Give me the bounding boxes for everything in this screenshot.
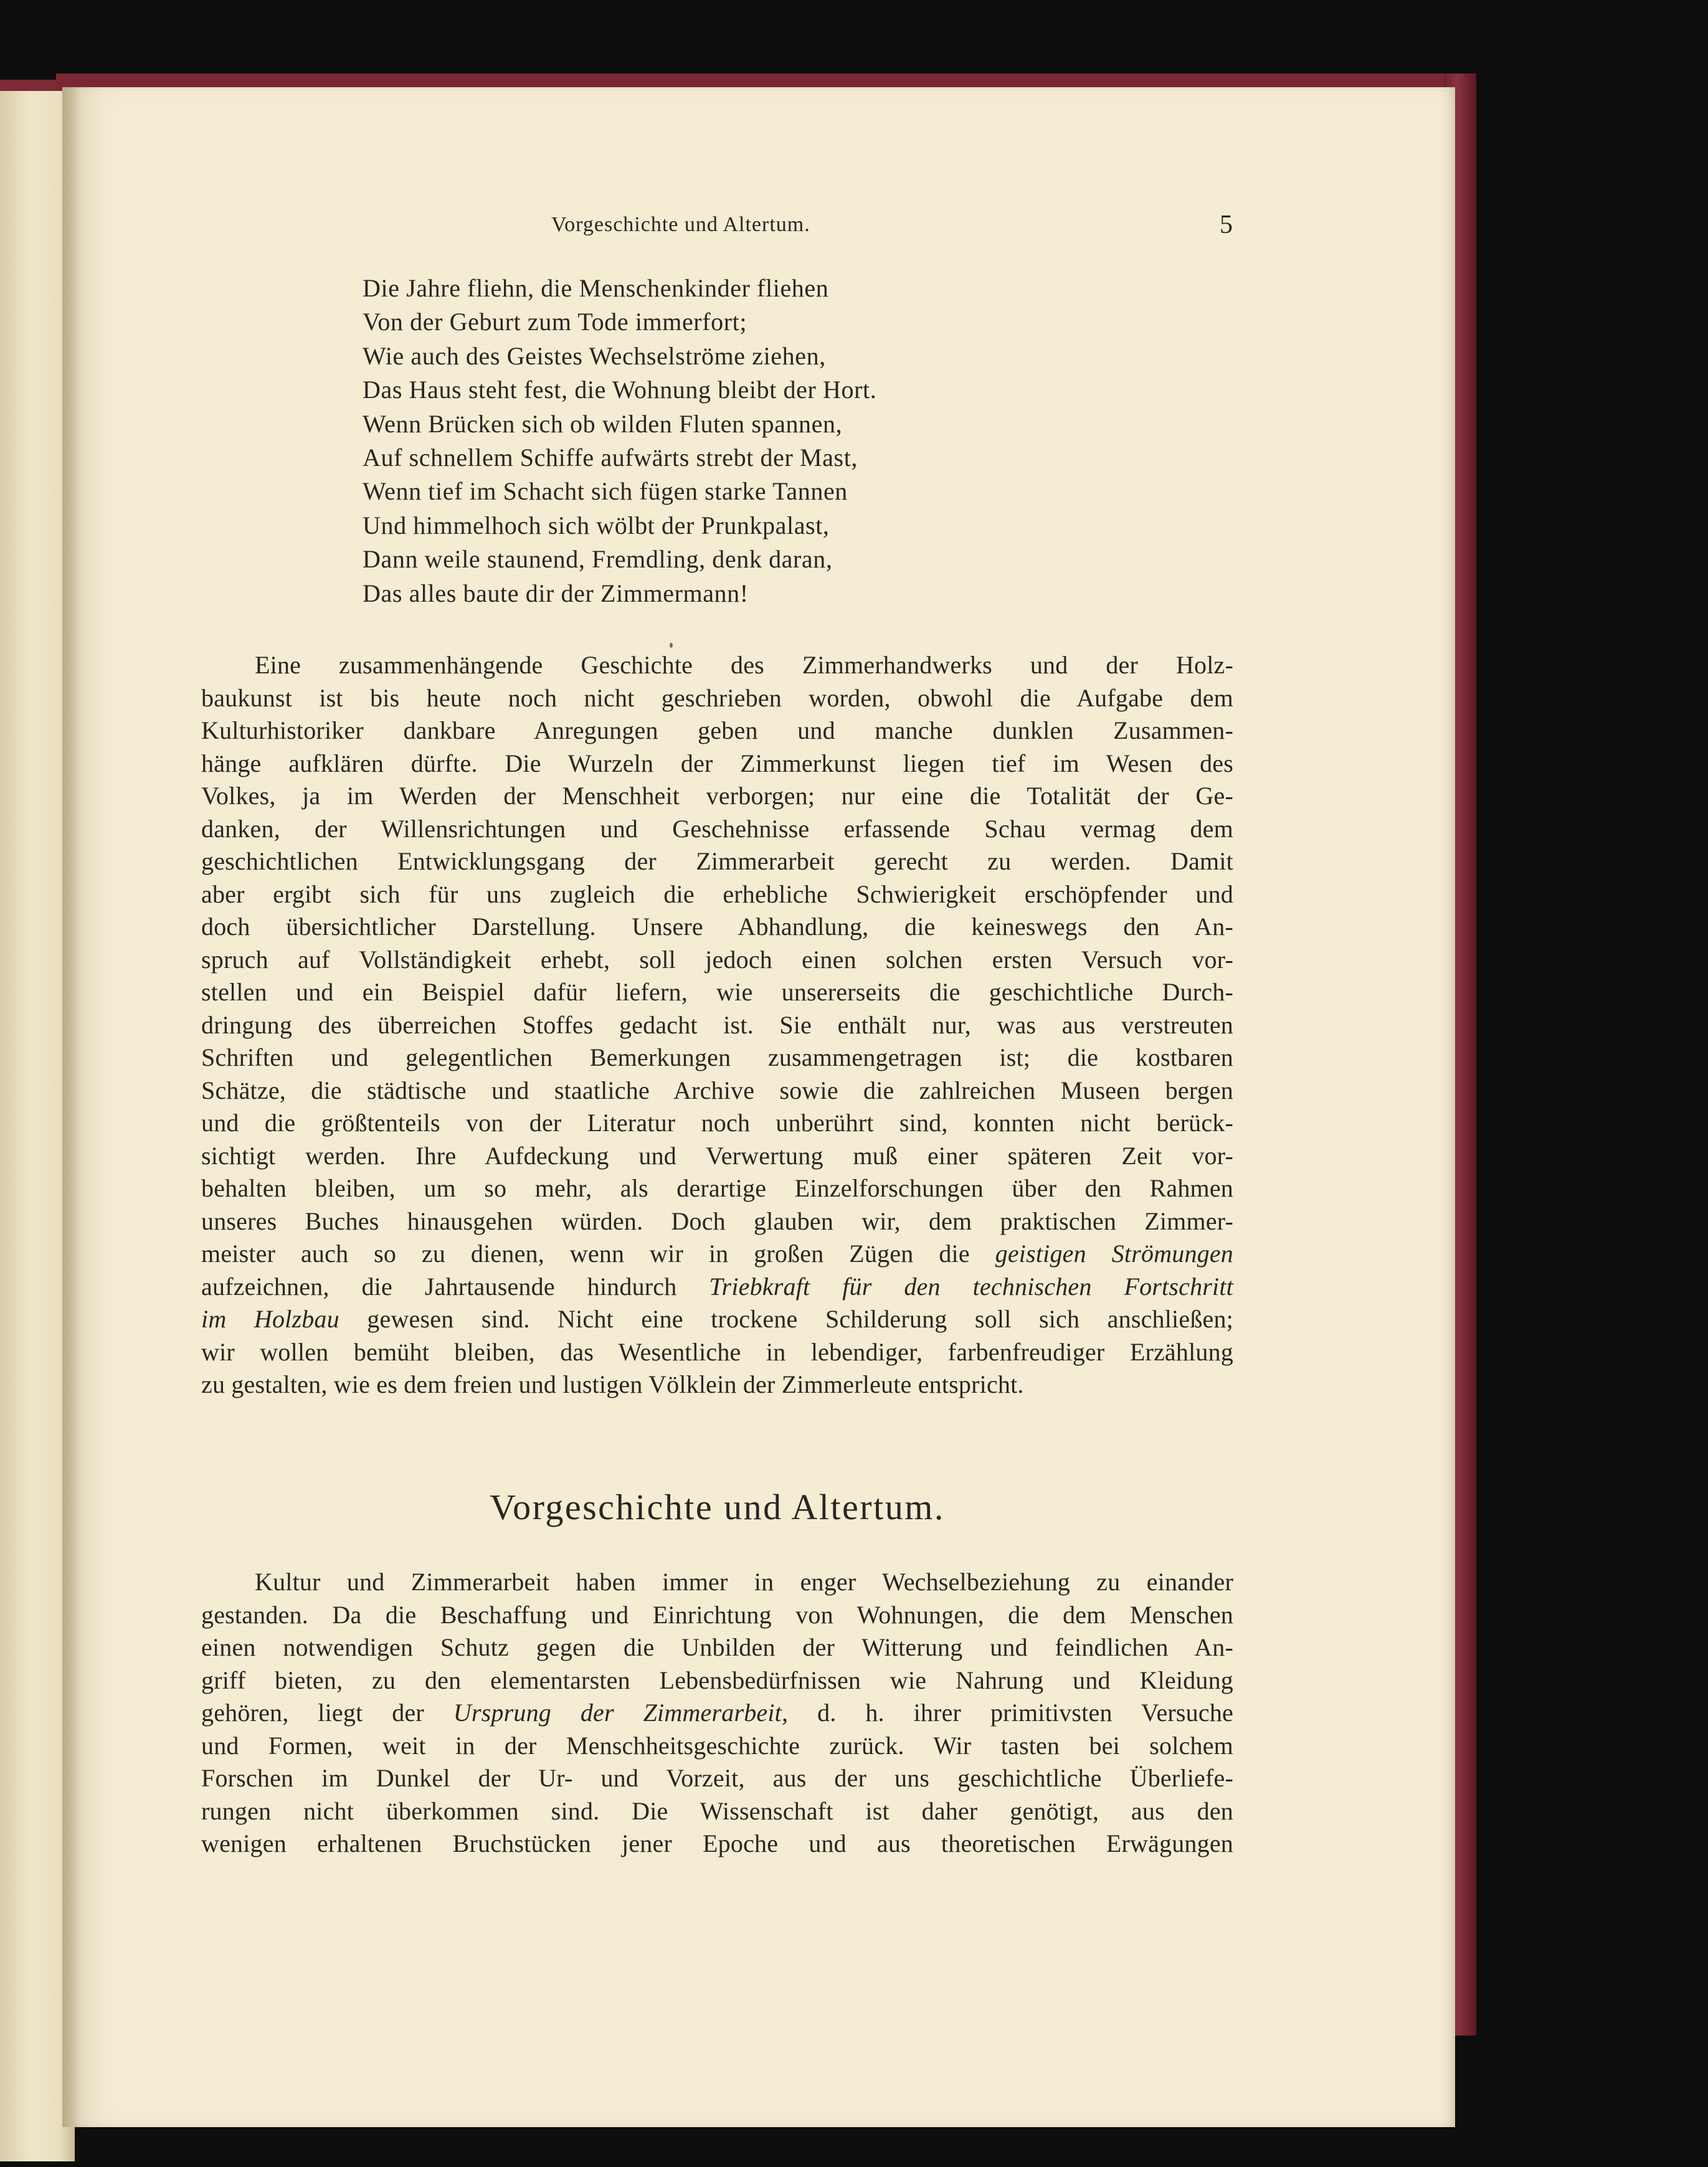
text-segment: gehören, liegt der [201,1699,424,1727]
poem-line: Das Haus steht fest, die Wohnung bleibt der Hort. [363,376,877,404]
text-line: gestanden. Da die Beschaffung und Einrichtung von Wohnungen, die dem Menschen [201,1600,1233,1629]
text-segment: d. h. ihrer primitivsten Versuche [817,1699,1233,1727]
text-line: aber ergibt sich für uns zugleich die erhebliche Schwierigkeit erschöpfender und [201,880,1233,908]
paper-speck [670,643,673,648]
poem-line: Wenn tief im Schacht sich fügen starke Tannen [363,477,848,506]
text-segment: aufzeichnen, die Jahrtausende hindurch [201,1272,677,1301]
poem-line: Dann weile staunend, Fremdling, denk daran, [363,545,833,574]
text-line [201,1271,1233,1304]
text-line: und Formen, weit in der Menschheitsgeschichte zurück. Wir tasten bei solchem [201,1731,1233,1760]
text-segment: gewesen sind. Nicht eine trockene Schilderung soll sich anschließen; [367,1305,1233,1333]
paragraph-section [201,1566,1233,1861]
text-line: danken, der Willensrichtungen und Geschehnisse erfassende Schau vermag dem [201,814,1233,843]
text-line: Forschen im Dunkel der Ur- und Vorzeit, aus der uns geschichtliche Überliefe- [201,1764,1233,1792]
italic-emphasis: Triebkraft für den technischen Fortschritt [709,1272,1233,1301]
italic-emphasis: im Holzbau [201,1305,339,1333]
text-line: geschichtlichen Entwicklungsgang der Zimmerarbeit gerecht zu werden. Damit [201,847,1233,875]
running-head-title: Vorgeschichte und Altertum. [551,213,810,236]
page-gutter [62,87,81,2127]
text-line: unseres Buches hinausgehen würden. Doch glauben wir, dem praktischen Zimmer- [201,1207,1233,1235]
text-line: baukunst ist bis heute noch nicht geschrieben worden, obwohl die Aufgabe dem [201,683,1233,712]
poem-line: Und himmelhoch sich wölbt der Prunkpalast, [363,511,830,539]
text-line [201,1238,1233,1271]
italic-emphasis: geistigen Strömungen [995,1240,1233,1268]
text-line: Kulturhistoriker dankbare Anregungen geben und manche dunklen Zusammen- [201,716,1233,744]
poem-line: Von der Geburt zum Tode immerfort; [363,308,747,336]
text-line: dringung des überreichen Stoffes gedacht ist. Sie enthält nur, was aus verstreuten [201,1010,1233,1039]
text-line: Kultur und Zimmerarbeit haben immer in enger Wechselbeziehung zu einander [255,1568,1233,1596]
text-line: behalten bleiben, um so mehr, als derartige Einzelforschungen über den Rahmen [201,1174,1233,1202]
text-line: wenigen erhaltenen Bruchstücken jener Epoche und aus theoretischen Erwägungen [201,1829,1233,1857]
text-line: Schätze, die städtische und staatliche Archive sowie die zahlreichen Museen bergen [201,1076,1233,1104]
text-line: spruch auf Vollständigkeit erhebt, soll jedoch einen solchen ersten Versuch vor- [201,945,1233,974]
text-line: Schriften und gelegentlichen Bemerkungen zusammengetragen ist; die kostbaren [201,1043,1233,1071]
text-line [201,1697,1233,1730]
poem-line: Das alles baute dir der Zimmermann! [363,579,749,607]
page-number: 5 [1220,211,1233,239]
text-line: einen notwendigen Schutz gegen die Unbilden der Witterung und feindlichen An- [201,1633,1233,1661]
poem-line: Auf schnellem Schiffe aufwärts strebt der Mast, [363,443,858,472]
text-line: Eine zusammenhängende Geschichte des Zimmerhandwerks und der Holz- [255,651,1233,679]
italic-emphasis: Ursprung der Zimmerarbeit, [453,1699,789,1727]
text-line: Volkes, ja im Werden der Menschheit verborgen; nur eine die Totalität der Ge- [201,782,1233,810]
section-heading: Vorgeschichte und Altertum. [490,1487,945,1527]
text-line: hänge aufklären dürfte. Die Wurzeln der Zimmerkunst liegen tief im Wesen des [201,749,1233,777]
text-line: zu gestalten, wie es dem freien und lustigen Völklein der Zimmerleute entspricht. [201,1370,1024,1398]
text-line [201,1303,1233,1336]
paragraph-intro [201,649,1233,1401]
poem-line: Die Jahre fliehn, die Menschenkinder fliehen [363,274,829,302]
text-line: sichtigt werden. Ihre Aufdeckung und Verwertung muß einer späteren Zeit vor- [201,1141,1233,1170]
poem-line: Wie auch des Geistes Wechselströme ziehen, [363,341,826,370]
text-line: und die größtenteils von der Literatur noch unberührt sind, konnten nicht berück- [201,1109,1233,1137]
text-line: rungen nicht überkommen sind. Die Wissenschaft ist daher genötigt, aus den [201,1796,1233,1825]
text-segment: meister auch so zu dienen, wenn wir in großen Zügen die [201,1240,970,1268]
poem-line: Wenn Brücken sich ob wilden Fluten spannen, [363,409,843,438]
text-line: griff bieten, zu den elementarsten Lebensbedürfnissen wie Nahrung und Kleidung [201,1666,1233,1694]
text-line: doch übersichtlicher Darstellung. Unsere Abhandlung, die keineswegs den An- [201,913,1233,941]
text-line: stellen und ein Beispiel dafür liefern, wie unsererseits die geschichtliche Durch- [201,978,1233,1006]
text-line: wir wollen bemüht bleiben, das Wesentliche in lebendiger, farbenfreudiger Erzählung [201,1337,1233,1366]
poem [363,272,1110,610]
